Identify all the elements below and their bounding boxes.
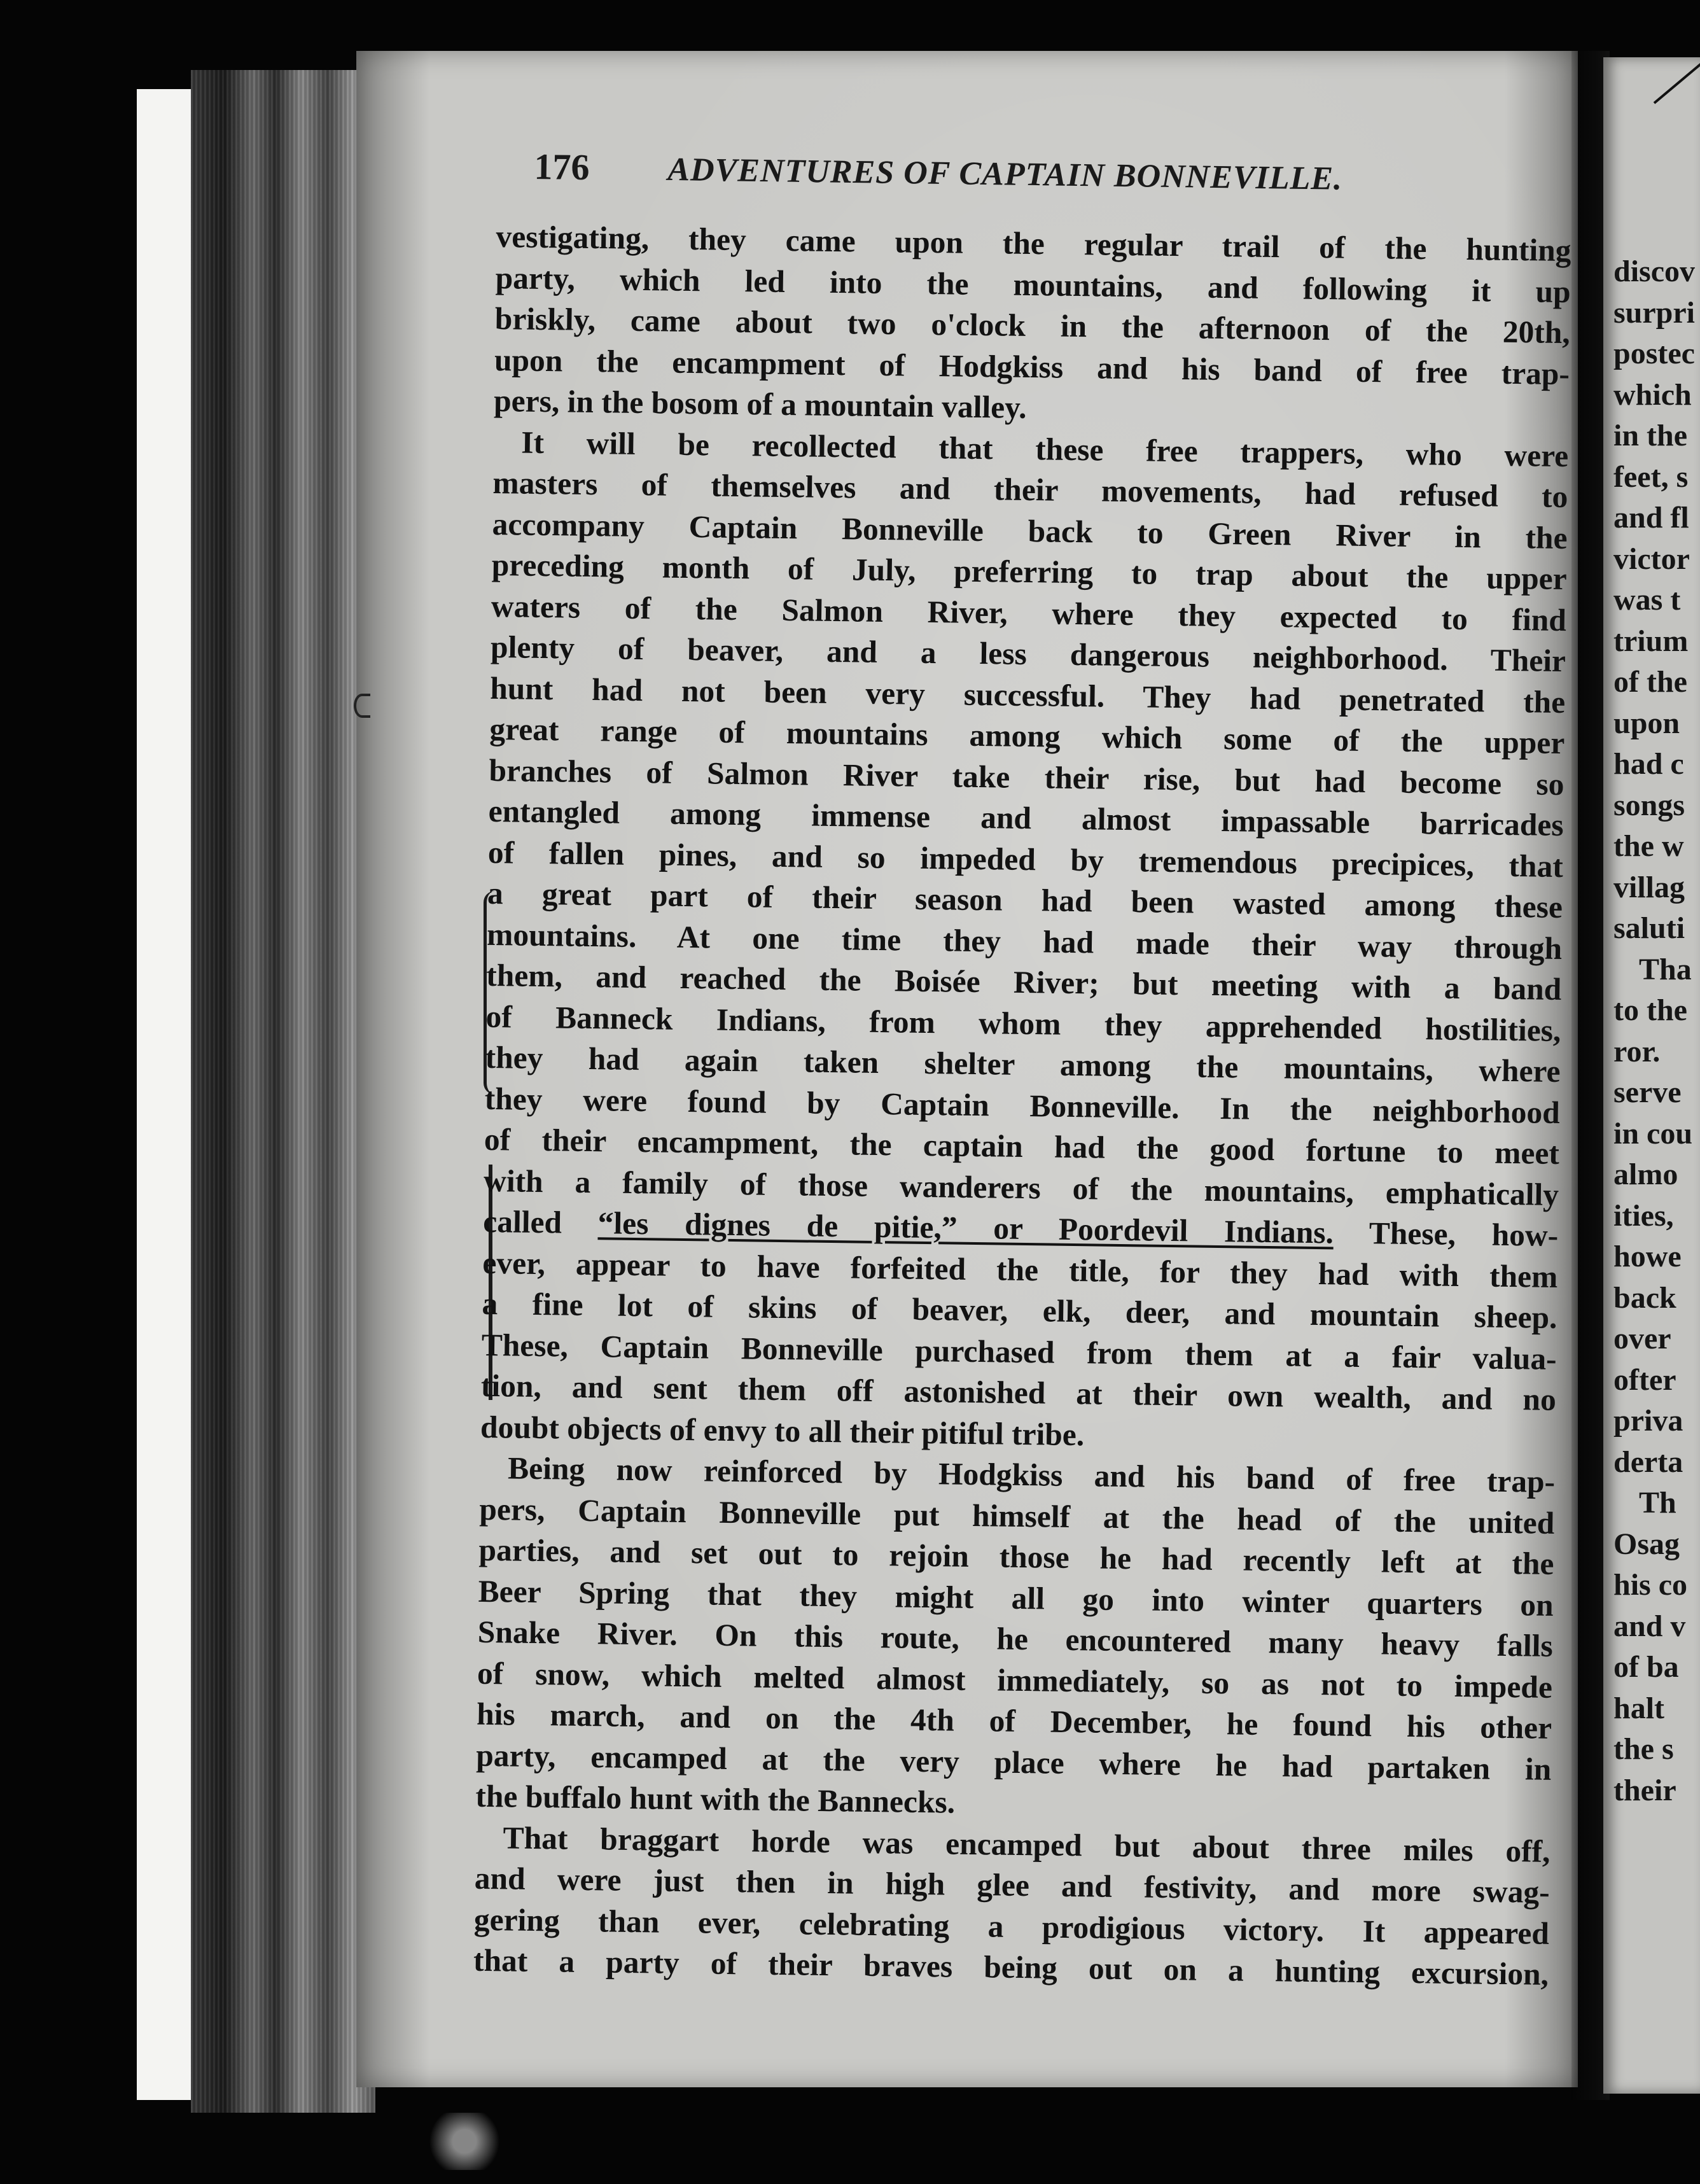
text-line: mountains. At one time they had made their way through xyxy=(486,916,1563,966)
facing-line: villag xyxy=(1613,870,1685,904)
text-line: party, encamped at the very place where he had partaken in xyxy=(475,1737,1552,1787)
facing-line: of ba xyxy=(1613,1650,1679,1684)
text-line: doubt objects of envy to all their pitiful tribe. xyxy=(480,1409,1085,1452)
facing-line: saluti xyxy=(1613,911,1685,945)
facing-line: victor xyxy=(1613,542,1690,576)
page-number: 176 xyxy=(534,145,590,188)
text-line: preceding month of July, preferring to trap about the upper xyxy=(491,547,1568,597)
text-line: they had again taken shelter among the mountains, where xyxy=(485,1039,1561,1089)
text-line: pers, Captain Bonneville put himself at the head of the united xyxy=(479,1491,1555,1541)
text-line: of snow, which melted almost immediately, so as not to impede xyxy=(477,1655,1553,1705)
facing-line: almo xyxy=(1613,1158,1678,1191)
facing-line: Osag xyxy=(1613,1527,1680,1561)
facing-line: had c xyxy=(1613,747,1684,781)
text-line: tion, and sent them off astonished at their own wealth, and no xyxy=(480,1368,1557,1417)
text-line: and were just then in high glee and festivity, and more swag- xyxy=(474,1860,1550,1910)
text-line: plenty of beaver, and a less dangerous neighborhood. Their xyxy=(490,629,1566,679)
text-line: waters of the Salmon River, where they expected to find xyxy=(491,588,1567,638)
text-line: Snake River. On this route, he encountered many heavy falls xyxy=(477,1614,1554,1663)
text-line: entangled among immense and almost impassable barricades xyxy=(488,793,1564,843)
facing-line: derta xyxy=(1613,1445,1683,1479)
text-line: accompany Captain Bonneville back to Green River in the xyxy=(492,506,1568,556)
text-line: It will be recollected that these free trappers, who were xyxy=(521,424,1569,473)
line-suffix: These, how- xyxy=(1333,1215,1559,1253)
facing-line: discov xyxy=(1613,255,1696,288)
text-line: These, Captain Bonneville purchased from them at a fair valua- xyxy=(481,1327,1557,1376)
line-prefix: called xyxy=(482,1203,599,1241)
facing-line: back xyxy=(1613,1280,1676,1315)
text-line: they were found by Captain Bonneville. In the neighborhood xyxy=(484,1081,1561,1130)
text-line: parties, and set out to rejoin those he had recently left at the xyxy=(478,1532,1554,1581)
facing-line: was t xyxy=(1613,583,1681,617)
text-line: party, which led into the mountains, and following it up xyxy=(495,260,1571,309)
text-line: gering than ever, celebrating a prodigious victory. It appeared xyxy=(473,1901,1550,1951)
text-line: briskly, came about two o'clock in the afternoon of the 20th, xyxy=(494,300,1571,351)
body-text xyxy=(473,216,1571,1995)
facing-line: serve xyxy=(1613,1075,1682,1109)
facing-line: the w xyxy=(1613,829,1684,863)
text-line: Beer Spring that they might all go into winter quarters on xyxy=(478,1573,1554,1623)
text-line: of Banneck Indians, from whom they apprehended hostilities, xyxy=(485,998,1561,1048)
text-line: hunt had not been very successful. They had penetrated the xyxy=(489,670,1566,720)
running-title: ADVENTURES OF CAPTAIN BONNEVILLE. xyxy=(667,151,1343,197)
facing-line: his co xyxy=(1613,1568,1688,1602)
facing-line: over xyxy=(1613,1322,1671,1355)
text-line: Being now reinforced by Hodgkiss and his band of free trap- xyxy=(507,1450,1556,1499)
text-line: vestigating, they came upon the regular trail of the hunting xyxy=(496,218,1571,269)
text-line: that a party of their braves being out on a hunting excursion, xyxy=(473,1942,1549,1992)
text-line: masters of themselves and their movements, had refused to xyxy=(492,465,1568,515)
facing-line: priva xyxy=(1613,1404,1683,1438)
text-line: pers, in the bosom of a mountain valley. xyxy=(493,382,1027,425)
text-line: of their encampment, the captain had the good fortune to meet xyxy=(484,1121,1560,1171)
facing-line: and v xyxy=(1613,1609,1686,1643)
facing-line: feet, s xyxy=(1613,459,1689,494)
text-line: the buffalo hunt with the Bannecks. xyxy=(475,1778,956,1820)
facing-line: Th xyxy=(1639,1486,1676,1520)
text-line: ever, appear to have forfeited the title, for they had with them xyxy=(482,1245,1558,1294)
underlined-phrase: “les dignes de pitie,” or Poordevil Indians. xyxy=(597,1205,1334,1250)
text-line: great range of mountains among which some of the upper xyxy=(489,711,1565,761)
facing-line: ofter xyxy=(1613,1362,1676,1397)
text-line: his march, and on the 4th of December, he found his other xyxy=(476,1696,1552,1746)
margin-mark-icon xyxy=(354,694,370,718)
facing-line: to the xyxy=(1613,993,1687,1027)
book-binding-edge xyxy=(191,70,375,2113)
text-line: a fine lot of skins of beaver, elk, deer, and mountain sheep. xyxy=(482,1285,1557,1335)
facing-line: in the xyxy=(1613,419,1688,452)
facing-line: postec xyxy=(1613,337,1695,370)
text-line: That braggart horde was encamped but about three miles off, xyxy=(503,1819,1550,1869)
text-line: them, and reached the Boisée River; but meeting with a band xyxy=(486,957,1562,1007)
text-line: with a family of those wanderers of the mountains, emphatically xyxy=(483,1163,1559,1212)
facing-line: and fl xyxy=(1613,501,1689,535)
facing-line: of the xyxy=(1613,665,1687,699)
facing-page-text xyxy=(1613,251,1695,1811)
facing-line: halt xyxy=(1613,1691,1665,1725)
facing-line: their xyxy=(1613,1773,1676,1807)
facing-line: the s xyxy=(1613,1732,1674,1766)
facing-line: ror. xyxy=(1613,1034,1661,1068)
floor-speck xyxy=(414,2113,515,2170)
facing-line: which xyxy=(1613,377,1692,412)
facing-line: songs xyxy=(1613,788,1685,822)
facing-line: Tha xyxy=(1639,952,1692,986)
facing-line: ities, xyxy=(1613,1198,1674,1233)
text-line: upon the encampment of Hodgkiss and his band of free trap- xyxy=(494,342,1570,391)
facing-line: in cou xyxy=(1613,1116,1693,1151)
facing-line: upon xyxy=(1613,706,1680,740)
facing-line: howe xyxy=(1613,1240,1682,1273)
text-line: of fallen pines, and so impeded by tremendous precipices, that xyxy=(487,834,1564,884)
text-line: branches of Salmon River take their rise, but had become so xyxy=(489,752,1564,802)
text-line: a great part of their season had been wasted among these xyxy=(487,875,1563,925)
facing-line: surpri xyxy=(1613,295,1696,330)
facing-line: trium xyxy=(1613,624,1689,658)
